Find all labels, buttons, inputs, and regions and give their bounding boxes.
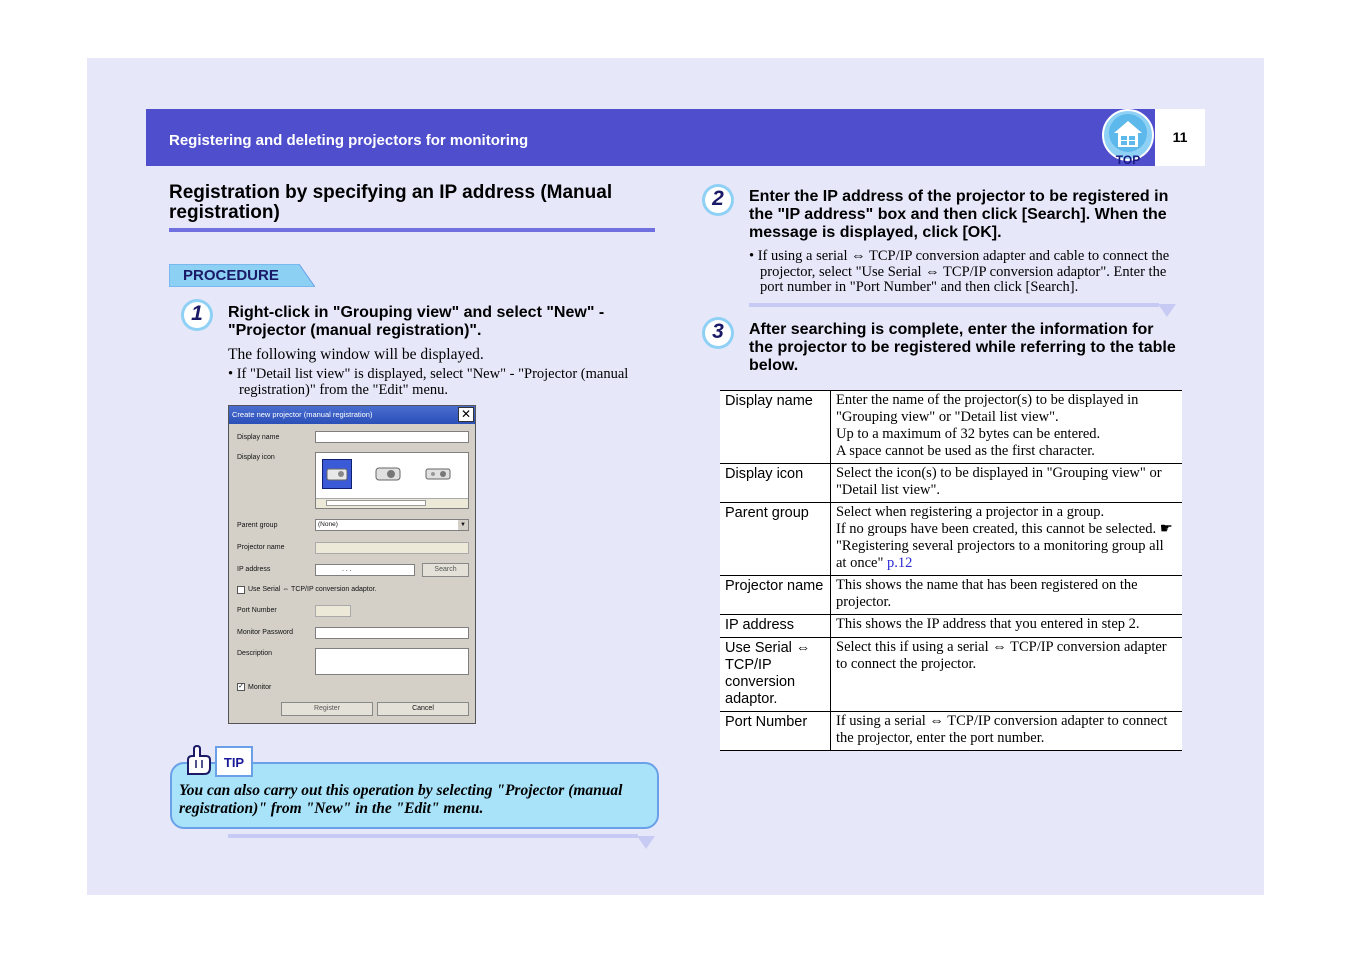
step-2-end-rule [749,303,1159,307]
page-number-box [1155,109,1205,166]
display-icon-list[interactable] [315,452,469,509]
desc-line: This shows the name that has been registered on the projector. [836,577,1138,610]
dialog-label-monitor: Monitor [248,684,272,691]
table-cell-name: Use Serial ⇔ TCP/IP conversion adaptor. [720,638,831,712]
step-3-number: 3 [712,320,724,343]
parent-group-select[interactable] [315,519,469,531]
step-2-bullet [749,249,1181,296]
port-number-field [315,605,351,617]
dialog-label-projector-name: Projector name [237,544,285,551]
step-1-bullet [228,367,660,398]
step-3-number-icon [701,316,735,350]
table-row [720,464,1182,503]
table-cell-desc [831,503,1183,576]
table-row [720,712,1182,751]
cross-reference-text: "Registering several projectors to a monitoring group all at once" [836,538,1164,571]
table-row [720,615,1182,638]
dialog-title: Create new projector (manual registration) [232,410,373,419]
procedure-tag [169,264,315,287]
table-cell-desc [831,464,1183,503]
step-2-bullet-text: • If using a serial ⇔ TCP/IP conversion adapter and cable to connect the projector, select "Use Serial ⇔ TCP/IP conversion adaptor". Enter the port number in "Port Number" and then click [Search]. [749,248,1170,295]
dialog-label-ip-address: IP address [237,566,271,573]
ip-address-field[interactable] [315,564,415,576]
section-title-underline [169,228,655,232]
table-cell-name: Parent group [720,503,831,576]
step-1-number-icon [180,298,214,332]
pointing-hand-icon: ☛ [1159,521,1173,537]
step-1-bullet-text: • If "Detail list view" is displayed, select "New" - "Projector (manual registration)" from the "Edit" menu. [228,366,629,398]
icon-list-scrollbar[interactable] [316,498,468,508]
dialog-label-display-name: Display name [237,434,280,441]
desc-line: Up to a maximum of 32 bytes can be entered. [836,426,1101,442]
display-name-field[interactable] [315,431,469,443]
header-title: Registering and deleting projectors for monitoring [169,132,529,149]
projector-icon-selected[interactable] [322,459,352,489]
table-cell-desc [831,576,1183,615]
tip-badge [215,746,253,777]
dialog-titlebar [229,406,475,424]
search-button[interactable]: Search [422,563,469,577]
step-1-number: 1 [191,302,203,325]
monitor-checkbox[interactable]: ✓ [238,683,244,690]
dialog-label-display-icon: Display icon [237,454,275,461]
projector-icon-option-2[interactable] [374,461,402,487]
table-row [720,503,1182,576]
step-2-heading: Enter the IP address of the projector to be registered in the "IP address" box and then click [Search]. When the message is displayed, click [OK]. [749,188,1169,241]
desc-line: Select the icon(s) to be displayed in "Grouping view" or "Detail list view". [836,465,1162,498]
ip-address-separators: . . . [342,566,352,573]
step-2-number: 2 [712,187,724,210]
desc-line: Select this if using a serial ⇔ TCP/IP conversion adapter to connect the projector. [836,639,1167,672]
create-projector-dialog [228,405,476,724]
scrollbar-thumb[interactable] [326,500,426,506]
desc-line: If no groups have been created, this cannot be selected. [836,521,1157,537]
step-2-end-arrow-icon [1158,304,1176,317]
parent-group-value: (None) [318,521,338,528]
projector-name-field [315,542,469,554]
table-row [720,638,1182,712]
top-home-icon[interactable] [1101,109,1155,166]
tip-text: You can also carry out this operation by selecting "Projector (manual registration)" from "New" in the "Edit" menu. [179,782,623,817]
page-number: 11 [1172,129,1188,145]
register-button[interactable]: Register [281,702,373,716]
procedure-label: PROCEDURE [183,267,279,284]
dialog-label-use-serial: Use Serial ⇔ TCP/IP conversion adaptor. [248,586,377,593]
table-row [720,391,1182,464]
table-cell-name: Display icon [720,464,831,503]
table-cell-name: IP address [720,615,831,638]
top-logo-label: TOP [1115,153,1141,166]
section-title: Registration by specifying an IP address (Manual registration) [169,182,613,223]
dialog-label-monitor-password: Monitor Password [237,629,294,636]
cross-reference-link[interactable]: p.12 [887,555,913,571]
desc-line: Enter the name of the projector(s) to be displayed in "Grouping view" or "Detail list view". [836,392,1139,425]
tip-end-arrow-icon [637,836,655,849]
step-2-number-icon [701,183,735,217]
dialog-label-parent-group: Parent group [237,522,278,529]
cancel-button[interactable]: Cancel [377,702,469,716]
tip-end-rule [228,834,638,838]
table-row [720,576,1182,615]
step-1-heading: Right-click in "Grouping view" and select "New" - "Projector (manual registration)". [228,304,605,339]
description-field[interactable] [315,648,469,675]
desc-line: This shows the IP address that you entered in step 2. [836,616,1140,632]
field-info-table [720,390,1182,751]
desc-line: A space cannot be used as the first character. [836,443,1095,459]
table-cell-desc [831,638,1183,712]
dialog-label-description: Description [237,650,273,657]
hand-pointer-icon [182,744,216,778]
monitor-password-field[interactable] [315,627,469,639]
dialog-label-port-number: Port Number [237,607,277,614]
table-cell-desc [831,712,1183,751]
projector-icon-option-3[interactable] [424,461,452,487]
table-cell-name: Port Number [720,712,831,751]
dialog-close-icon[interactable]: ✕ [458,407,474,422]
use-serial-checkbox[interactable] [237,586,245,594]
table-cell-desc [831,391,1183,464]
chevron-down-icon[interactable]: ▼ [458,520,468,530]
table-cell-name: Display name [720,391,831,464]
tip-label: TIP [223,755,245,770]
header-bar [146,109,1155,166]
desc-line: If using a serial ⇔ TCP/IP conversion adapter to connect the projector, enter the port number. [836,713,1168,746]
desc-line: Select when registering a projector in a group. [836,504,1105,520]
step-1-body: The following window will be displayed. [228,346,484,363]
table-cell-name: Projector name [720,576,831,615]
table-cell-desc [831,615,1183,638]
step-3-heading: After searching is complete, enter the information for the projector to be registered while referring to the table below. [749,321,1176,374]
